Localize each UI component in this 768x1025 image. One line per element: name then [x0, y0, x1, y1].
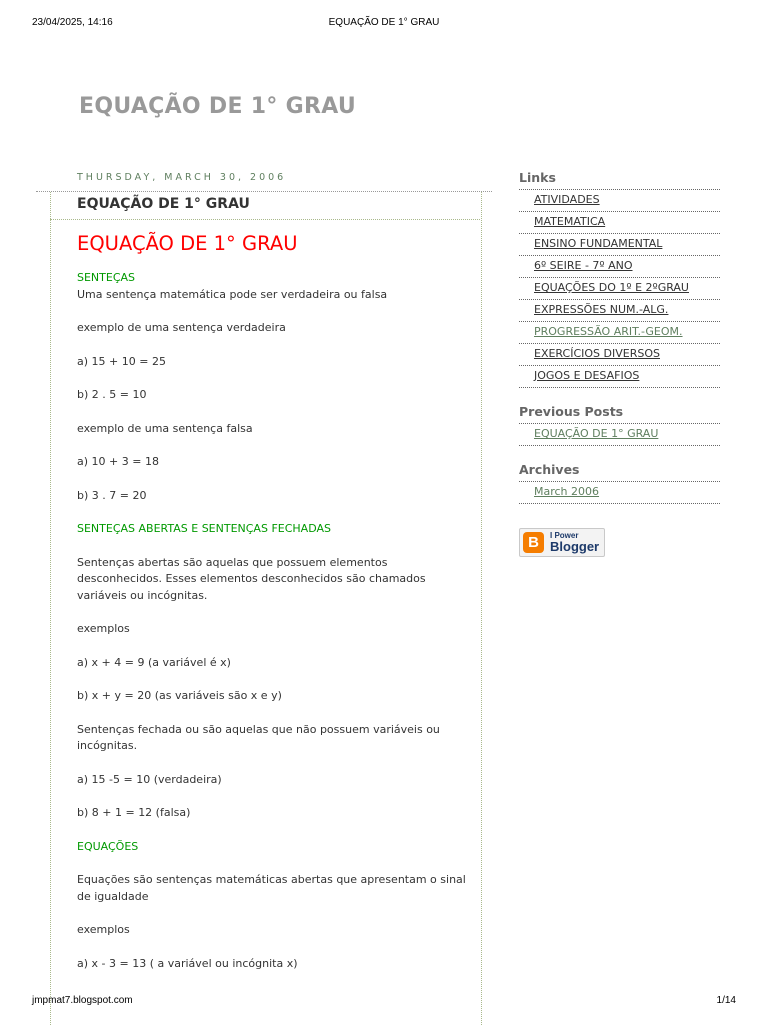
badge-line1: I Power [550, 531, 579, 540]
link-6-serie[interactable]: 6º SEIRE - 7º ANO [534, 259, 633, 272]
paragraph: b) 3 . 7 = 20 [77, 488, 147, 502]
paragraph: Equações são sentenças matemáticas abertas que apresentam o sinal de igualdade [77, 873, 466, 903]
paragraph: b) x + y = 20 (as variáveis são x e y) [77, 689, 282, 702]
paragraph: a) 15 + 10 = 25 [77, 354, 166, 368]
paragraph: a) 15 -5 = 10 (verdadeira) [77, 772, 222, 786]
link-item [519, 344, 720, 366]
paragraph: Uma sentença matemática pode ser verdadeira ou falsa [77, 287, 388, 301]
links-heading: Links [519, 170, 720, 190]
link-item [519, 300, 720, 322]
post-heading: EQUAÇÃO DE 1° GRAU [77, 232, 298, 255]
archive-link-march-2006[interactable]: March 2006 [534, 485, 600, 498]
print-page-number: 1/14 [716, 995, 736, 1006]
date-header: THURSDAY, MARCH 30, 2006 [77, 172, 287, 183]
archives-heading: Archives [519, 462, 720, 482]
post-title-divider [50, 219, 480, 220]
section-title-abertas-fechadas: SENTEÇAS ABERTAS E SENTENÇAS FECHADAS [77, 522, 331, 535]
section-title-sentencas: SENTEÇAS [77, 271, 136, 284]
previous-posts-block [519, 404, 720, 446]
archives-list [519, 482, 720, 504]
paragraph: exemplos [77, 622, 130, 635]
paragraph: exemplos [77, 923, 130, 936]
print-title: EQUAÇÃO DE 1° GRAU [328, 17, 440, 28]
paragraph: a) x - 3 = 13 ( a variável ou incógnita x) [77, 956, 298, 970]
blog-title[interactable]: EQUAÇÃO DE 1° GRAU [79, 94, 357, 119]
paragraph: a) x + 4 = 9 (a variável é x) [77, 655, 231, 669]
previous-posts-heading: Previous Posts [519, 404, 720, 424]
badge-line2: Blogger [550, 539, 600, 554]
link-atividades[interactable]: ATIVIDADES [534, 193, 600, 206]
paragraph: b) 8 + 1 = 12 (falsa) [77, 806, 191, 819]
links-list [519, 190, 720, 388]
sidebar [519, 170, 720, 520]
previous-posts-list [519, 424, 720, 446]
link-progressao[interactable]: PROGRESSÃO ARIT.-GEOM. [534, 325, 683, 338]
previous-post-item [519, 424, 720, 446]
paragraph: Sentenças abertas são aquelas que possuem elementos desconhecidos. Esses elementos desconhecidos são chamados variáveis ou incógnitas. [77, 555, 426, 602]
link-exercicios[interactable]: EXERCÍCIOS DIVERSOS [534, 347, 660, 360]
paragraph: exemplo de uma sentença verdadeira [77, 321, 286, 334]
link-equacoes[interactable]: EQUAÇÕES DO 1º E 2ºGRAU [534, 281, 689, 294]
link-item [519, 256, 720, 278]
post-title: EQUAÇÃO DE 1° GRAU [77, 196, 250, 212]
link-jogos[interactable]: JOGOS E DESAFIOS [534, 369, 640, 382]
link-item [519, 190, 720, 212]
link-item [519, 366, 720, 388]
link-item [519, 234, 720, 256]
paragraph: exemplo de uma sentença falsa [77, 421, 253, 435]
paragraph: a) 10 + 3 = 18 [77, 455, 159, 468]
link-item [519, 322, 720, 344]
link-item [519, 278, 720, 300]
paragraph: Sentenças fechada ou são aquelas que não possuem variáveis ou incógnitas. [77, 722, 440, 752]
links-block [519, 170, 720, 388]
previous-post-link[interactable]: EQUAÇÃO DE 1° GRAU [534, 427, 659, 440]
print-url: jmpmat7.blogspot.com [32, 995, 133, 1006]
archives-block [519, 462, 720, 504]
print-datetime: 23/04/2025, 14:16 [32, 17, 113, 28]
blogger-b-icon: B [523, 532, 544, 553]
link-ensino-fundamental[interactable]: ENSINO FUNDAMENTAL [534, 237, 663, 250]
paragraph: b) 2 . 5 = 10 [77, 388, 147, 401]
link-expressoes[interactable]: EXPRESSÕES NUM.-ALG. [534, 303, 669, 316]
link-item [519, 212, 720, 234]
post-body [77, 232, 472, 972]
archive-item [519, 482, 720, 504]
section-title-equacoes: EQUAÇÕES [77, 839, 139, 853]
powered-by-blogger-badge[interactable] [519, 528, 605, 557]
link-matematica[interactable]: MATEMATICA [534, 215, 606, 228]
